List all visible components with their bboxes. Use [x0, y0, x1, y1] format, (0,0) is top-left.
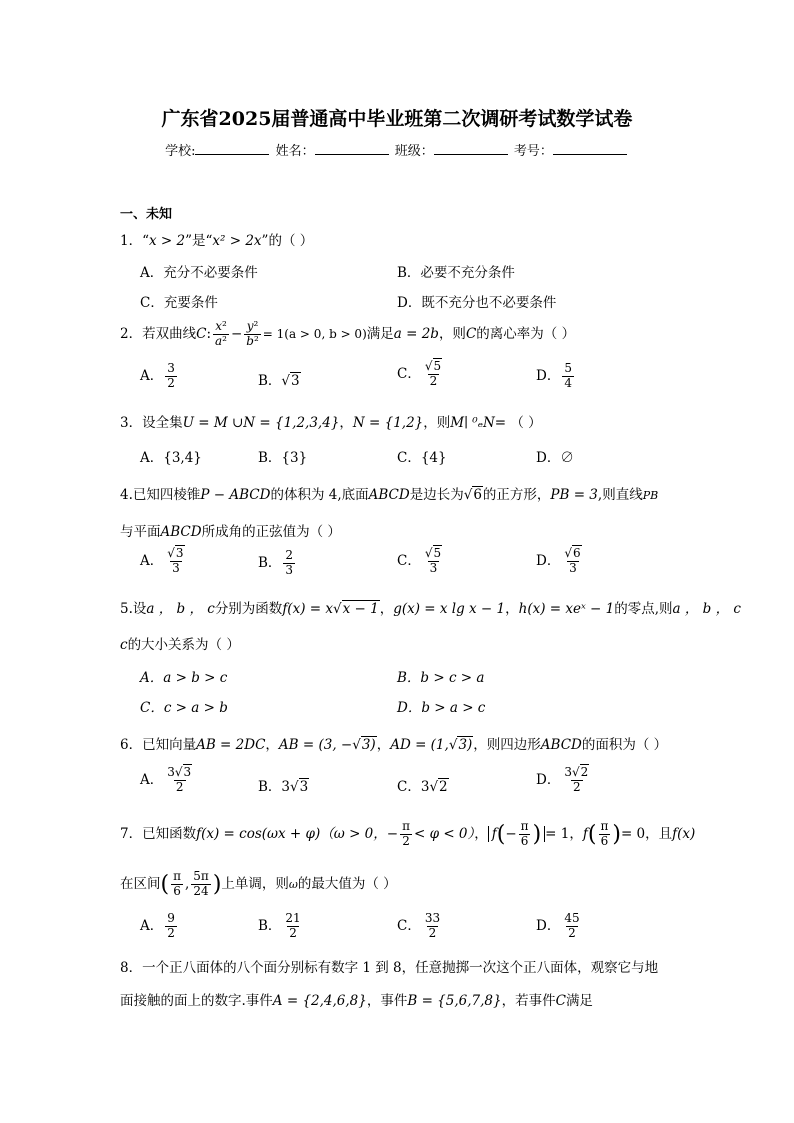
question-5-stem-line2: c的大小关系为（ ）: [120, 637, 240, 653]
class-label: 班级：: [394, 144, 434, 159]
name-blank[interactable]: [315, 142, 389, 155]
question-7-stem-line2: 在区间( $\frac{\pi}{6}$ , $\frac{5\pi}{24}$ )上单调，则ω的最大值为（ ）: [120, 869, 397, 898]
question-5-stem-line1: 5.设a ， b ， c分别为函数f(x) = x√x − 1，g(x) = x lg x − 1，h(x) = xeˣ − 1的零点,则a ， b ， c: [120, 601, 741, 617]
question-1-option-d[interactable]: D．既不充分也不必要条件: [397, 295, 557, 311]
question-3-option-c[interactable]: C．{4}: [397, 450, 447, 466]
question-5-option-a[interactable]: A．a > b > c: [140, 670, 228, 686]
section-heading: 一、未知: [120, 207, 173, 222]
question-8-stem-line1: 8．一个正八面体的八个面分别标有数字 1 到 8，任意抛掷一次这个正八面体，观察它与地: [120, 960, 659, 976]
question-8-stem-line2: 面接触的面上的数字.事件A = {2,4,6,8}，事件B = {5,6,7,8}，若事件C满足: [120, 993, 593, 1009]
question-4-option-a[interactable]: A． $\frac{√3}{3}$: [140, 546, 184, 575]
id-blank[interactable]: [553, 142, 627, 155]
question-6-stem: 6．已知向量AB = 2DC，AB = (3, −√3)，AD = (1,√3)，则四边形ABCD的面积为（ ）: [120, 737, 668, 753]
question-3-stem: 3．设全集U = M ∪N = {1,2,3,4}，N = {1,2}，则M∣ ⁰ₑN= （ ）: [120, 415, 542, 431]
question-2-option-d[interactable]: D． $\frac{5}{4}$: [536, 361, 572, 390]
question-1-option-b[interactable]: B．必要不充分条件: [397, 265, 515, 281]
id-label: 考号：: [513, 144, 553, 159]
question-4-option-d[interactable]: D． $\frac{√6}{3}$: [536, 546, 581, 575]
class-blank[interactable]: [434, 142, 508, 155]
question-5-option-b[interactable]: B．b > c > a: [397, 670, 485, 686]
name-label: 姓名：: [275, 144, 315, 159]
question-6-option-d[interactable]: D． $\frac{3√2}{2}$: [536, 765, 589, 794]
question-4-option-b[interactable]: B． $\frac{2}{3}$: [258, 548, 294, 577]
question-7-option-b[interactable]: B． $\frac{21}{2}$: [258, 911, 301, 940]
question-7-stem-line1: 7．已知函数f(x) = cos(ωx + φ)（ω > 0，− $\frac{\pi}{2}$ < φ < 0）， f(− $\frac{\pi}{6}$ ) = 1，f( $\frac{\pi}{6}$ )= 0，且f(x): [120, 819, 696, 848]
question-2-stem: 2．若双曲线C: $\frac{\text{x²}}{\text{a²}}$ − $\frac{\text{y²}}{\text{b²}}$ = 1(a > 0, b > 0)满足a = 2b，则C的离心率为（ ）: [120, 319, 576, 348]
question-6-option-c[interactable]: C．3√2: [397, 779, 448, 795]
question-4-stem-line1: 4.已知四棱锥P − ABCD的体积为 4,底面ABCD是边长为√6的正方形，PB = 3,则直线PB: [120, 487, 659, 503]
question-1-option-c[interactable]: C．充要条件: [140, 295, 218, 311]
question-2-option-a[interactable]: A． $\frac{3}{2}$: [140, 361, 175, 390]
question-4-stem-line2: 与平面ABCD所成角的正弦值为（ ）: [120, 524, 341, 540]
question-2-option-c[interactable]: C． $\frac{√5}{2}$: [397, 359, 442, 388]
exam-title: 广东省2025届普通高中毕业班第二次调研考试数学试卷: [161, 108, 633, 130]
question-1-stem: 1．“x > 2”是“x² > 2x”的（ ）: [120, 233, 314, 249]
question-7-option-d[interactable]: D． $\frac{45}{2}$: [536, 911, 580, 940]
question-3-option-d[interactable]: D．∅: [536, 450, 574, 466]
student-info-row: [0, 140, 794, 159]
question-7-option-c[interactable]: C． $\frac{33}{2}$: [397, 911, 441, 940]
question-3-option-b[interactable]: B．{3}: [258, 450, 308, 466]
question-3-option-a[interactable]: A．{3,4}: [140, 450, 202, 466]
question-4-option-c[interactable]: C． $\frac{√5}{3}$: [397, 546, 442, 575]
question-5-option-d[interactable]: D．b > a > c: [397, 700, 486, 716]
question-5-option-c[interactable]: C．c > a > b: [140, 700, 228, 716]
school-blank[interactable]: [195, 142, 269, 155]
school-label: 学校:: [165, 144, 196, 159]
question-6-option-a[interactable]: A． $\frac{3√3}{2}$: [140, 765, 192, 794]
question-1-option-a[interactable]: A．充分不必要条件: [140, 265, 258, 281]
question-7-option-a[interactable]: A． $\frac{9}{2}$: [140, 911, 175, 940]
question-6-option-b[interactable]: B．3√3: [258, 779, 309, 795]
question-2-option-b[interactable]: B．√3: [258, 373, 300, 389]
